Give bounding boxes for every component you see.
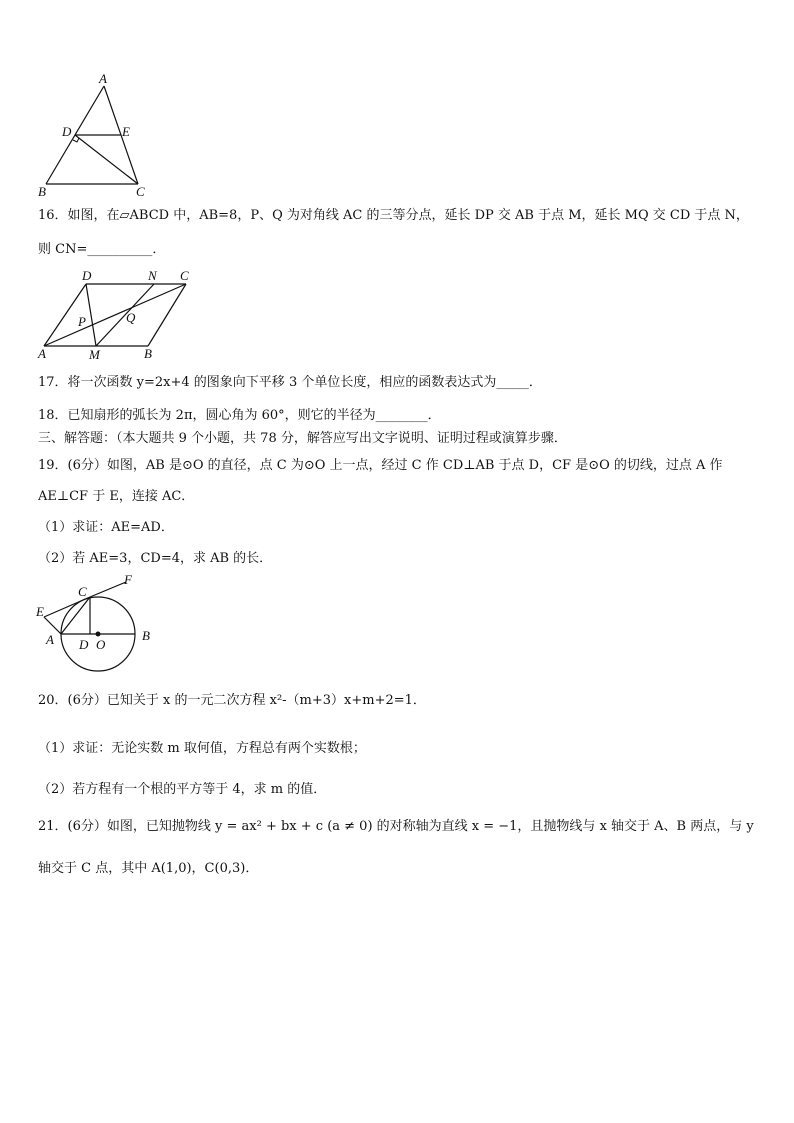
question-19-part2: （2）若 AE=3，CD=4，求 AB 的长． [38,551,273,566]
label-F: F [124,572,132,587]
question-19-part1: （1）求证：AE=AD． [38,520,174,535]
section-3-heading: 三、解答题：（本大题共 9 个小题，共 78 分，解答应写出文字说明、证明过程或演算步骤． [38,431,567,446]
parallelogram-figure [34,266,194,362]
label-N: N [148,268,157,283]
question-16-line2: 则 CN=__________． [38,242,166,257]
question-18: 18．已知扇形的弧长为 2π，圆心角为 60°，则它的半径为________． [38,408,441,423]
question-16-line1: 16．如图，在▱ABCD 中，AB=8，P、Q 为对角线 AC 的三等分点，延长 DP 交 AB 于点 M，延长 MQ 交 CD 于点 N， [38,208,749,223]
question-21-line2: 轴交于 C 点，其中 A(1,0)，C(0,3)． [38,861,259,876]
label-D: D [82,268,92,283]
label-C: C [78,584,87,599]
label-O: O [96,637,106,652]
question-20-line1: 20．(6分）已知关于 x 的一元二次方程 x²-（m+3）x+m+2=1． [38,693,426,708]
question-19-line2: AE⊥CF 于 E，连接 AC． [38,489,195,504]
question-20-part2: （2）若方程有一个根的平方等于 4，求 m 的值． [38,782,327,797]
label-Q: Q [126,310,136,325]
label-E: E [122,124,130,139]
label-C: C [136,184,145,199]
label-A: A [38,346,46,361]
question-19-line1: 19．(6分）如图，AB 是⊙O 的直径，点 C 为⊙O 上一点，经过 C 作 CD⊥AB 于点 D，CF 是⊙O 的切线，过点 A 作 [38,458,723,473]
label-P: P [78,314,86,329]
label-B: B [38,184,46,199]
label-D: D [79,637,89,652]
label-D: D [62,124,72,139]
label-B: B [144,346,152,361]
question-21-line1: 21．(6分）如图，已知抛物线 y = ax² + bx + c (a ≠ 0) 的对称轴为直线 x = −1，且抛物线与 x 轴交于 A、B 两点，与 y [38,819,754,834]
question-17: 17．将一次函数 y=2x+4 的图象向下平移 3 个单位长度，相应的函数表达式为_____． [38,375,542,390]
label-B: B [142,628,150,643]
label-C: C [180,268,189,283]
circle-figure [34,572,160,680]
label-E: E [36,604,44,619]
question-20-part1: （1）求证：无论实数 m 取何值，方程总有两个实数根； [38,741,366,756]
label-A: A [99,72,107,86]
label-A: A [46,632,54,647]
label-M: M [89,347,100,362]
triangle-figure [30,72,160,202]
